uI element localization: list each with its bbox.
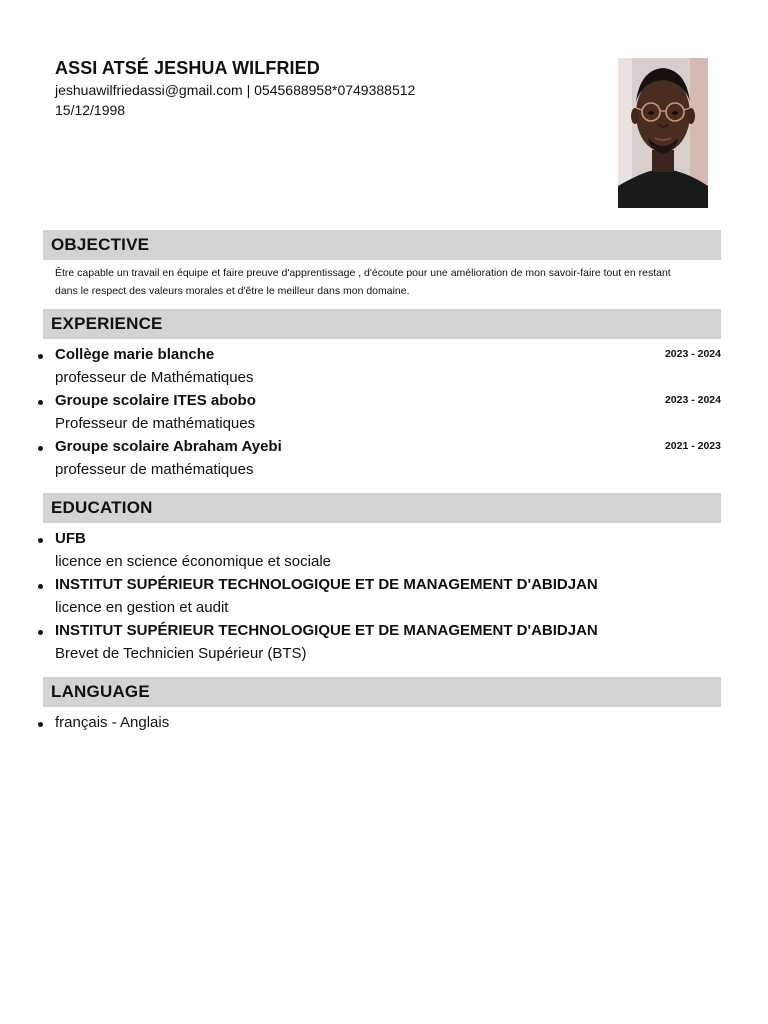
section-header-experience [43,309,721,339]
experience-role: professeur de mathématiques [55,461,254,478]
bullet-icon [38,538,43,543]
section-header-language [43,677,721,707]
bullet-icon [38,584,43,589]
objective-text: Être capable un travail en équipe et faire preuve d'apprentissage , d'écoute pour une amélioration de mon savoir-faire tout en restant dans le respect des valeurs morales et d'être le meilleur dans mon domaine. [55,267,671,297]
profile-photo [618,58,708,208]
section-title: EDUCATION [51,498,153,517]
experience-dates: 2023 - 2024 [664,394,721,406]
candidate-name: ASSI ATSÉ JESHUA WILFRIED [55,58,320,78]
experience-dates: 2021 - 2023 [664,440,721,452]
education-degree: Brevet de Technicien Supérieur (BTS) [55,645,307,662]
bullet-icon [38,630,43,635]
section-header-objective [43,230,721,260]
education-degree: licence en science économique et sociale [55,553,331,570]
experience-role: professeur de Mathématiques [55,369,254,386]
experience-employer: Groupe scolaire Abraham Ayebi [55,438,282,455]
section-title: OBJECTIVE [51,235,150,254]
bullet-icon [38,722,43,727]
bullet-icon [38,354,43,359]
section-title: LANGUAGE [51,682,150,701]
language-list: français - Anglais [55,714,170,731]
education-school: INSTITUT SUPÉRIEUR TECHNOLOGIQUE ET DE MANAGEMENT D'ABIDJAN [55,622,598,639]
experience-role: Professeur de mathématiques [55,415,256,432]
bullet-icon [38,400,43,405]
experience-employer: Collège marie blanche [55,346,215,363]
contact-info: jeshuawilfriedassi@gmail.com | 0545688958*0749388512 [55,82,416,98]
experience-dates: 2023 - 2024 [664,348,721,360]
education-degree: licence en gestion et audit [55,599,229,616]
section-header-education [43,493,721,523]
birth-date: 15/12/1998 [55,102,126,118]
section-title: EXPERIENCE [51,314,163,333]
education-school: INSTITUT SUPÉRIEUR TECHNOLOGIQUE ET DE MANAGEMENT D'ABIDJAN [55,576,598,593]
experience-employer: Groupe scolaire ITES abobo [55,392,256,409]
bullet-icon [38,446,43,451]
education-school: UFB [55,530,86,547]
